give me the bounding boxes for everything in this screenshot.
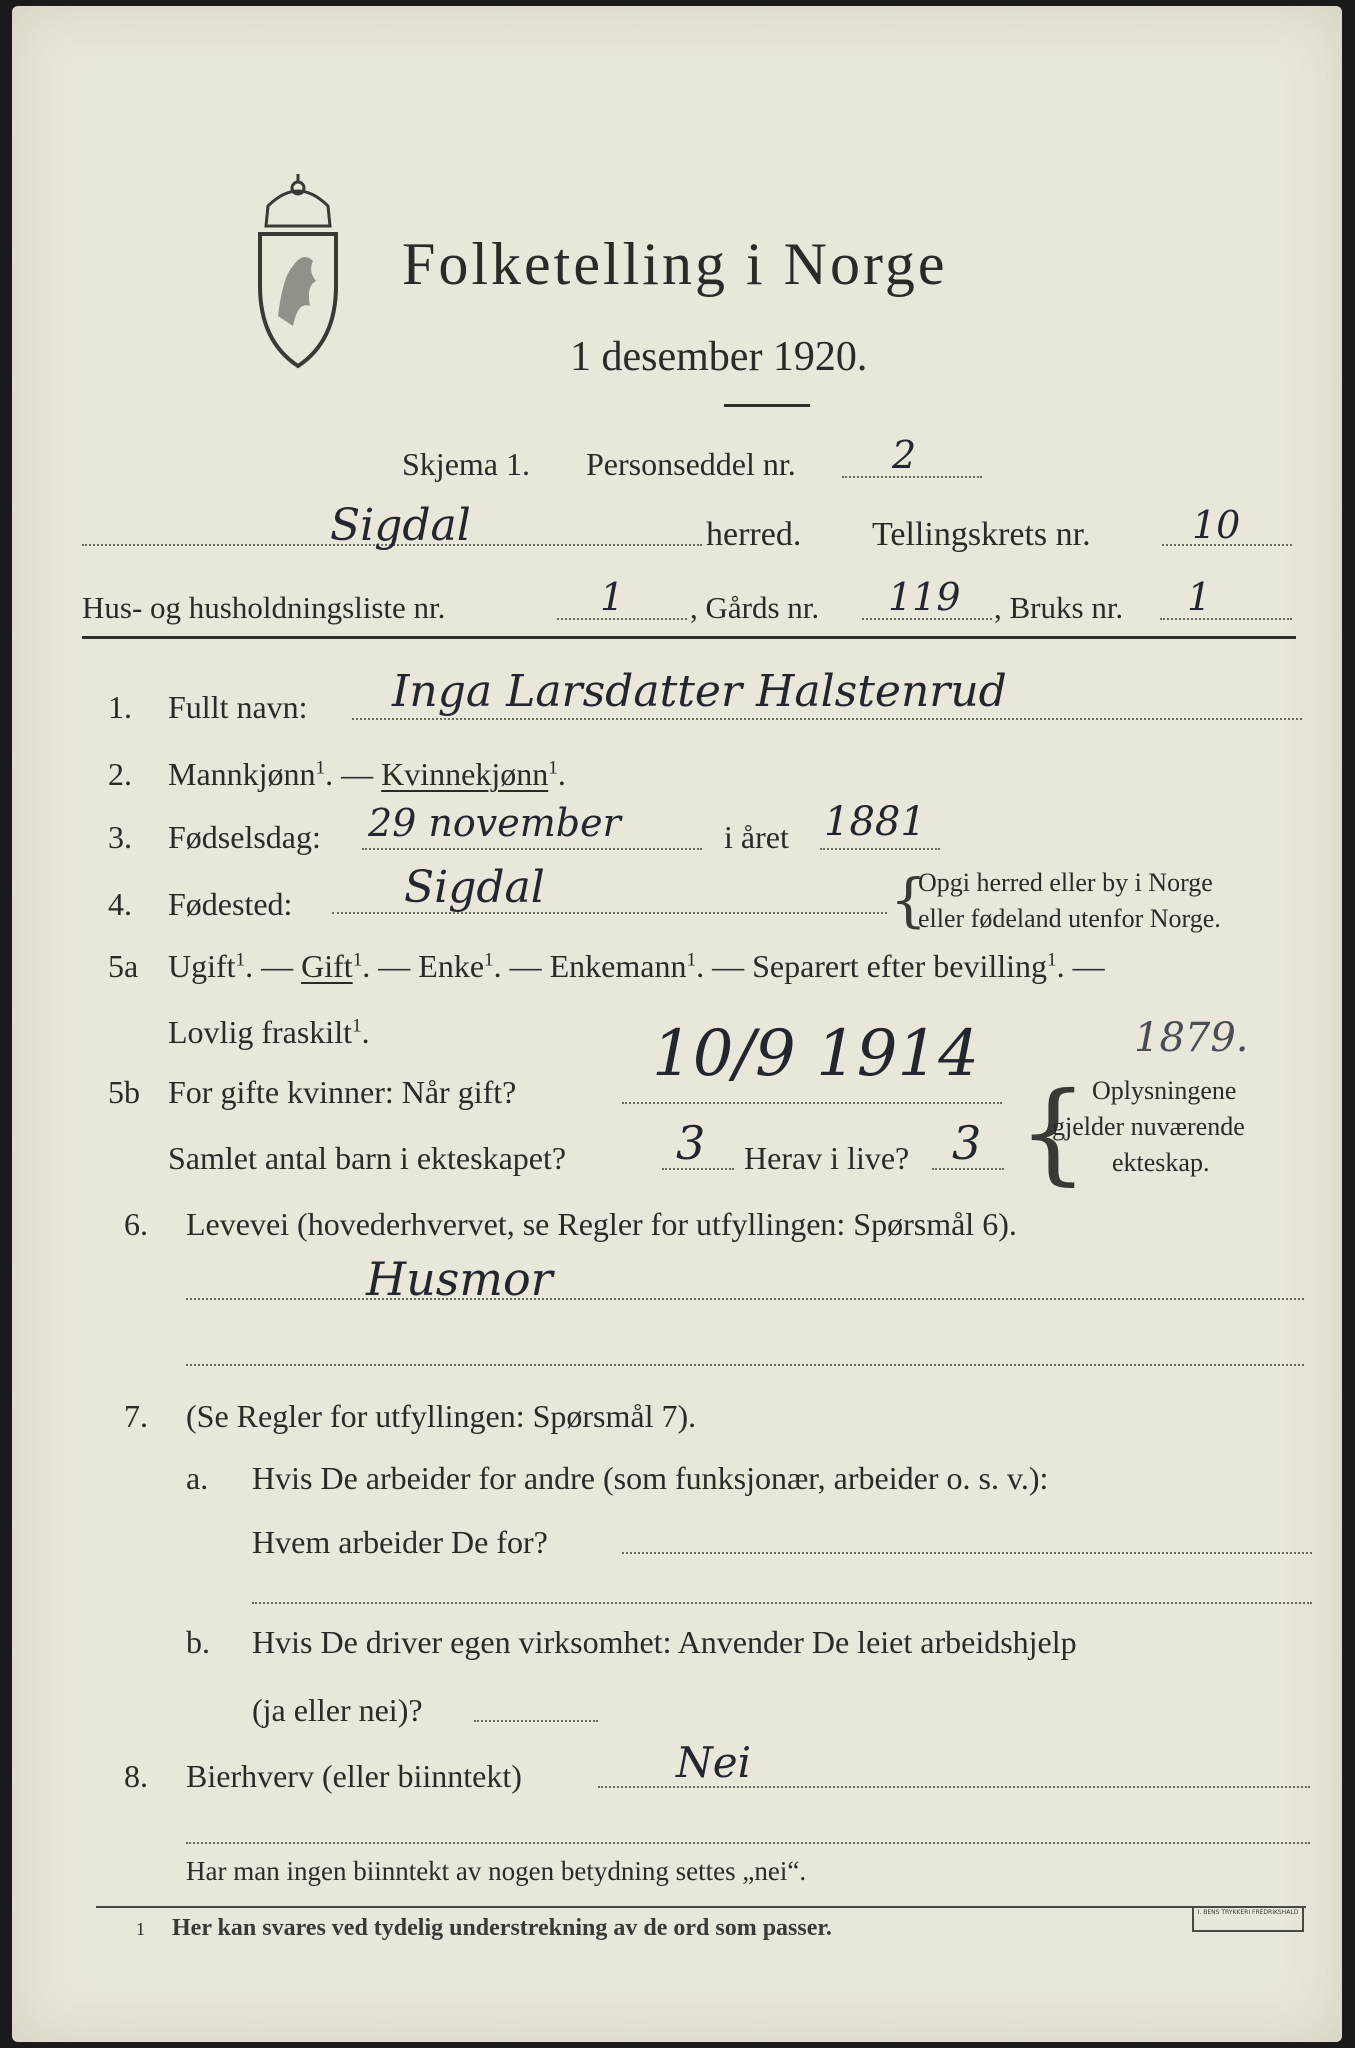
q4-label: Fødested: [168, 886, 293, 922]
nei-note: Har man ingen biinntekt av nogen betydning settes „nei“. [186, 1856, 807, 1886]
q3-number: 3. [108, 819, 132, 855]
q2-kvinne: Kvinnekjønn [381, 756, 549, 792]
q5a-enkemann: Enkemann [549, 948, 687, 984]
bruks-value: 1 [1187, 575, 1212, 619]
q7b-letter: b. [186, 1624, 210, 1660]
q1-value: Inga Larsdatter Halstenrud [392, 666, 1007, 717]
q5a-number: 5a [108, 948, 139, 984]
q7a-question: Hvem arbeider De for? [252, 1524, 548, 1560]
q8-line-2 [186, 1842, 1310, 1844]
q3-line [362, 848, 702, 850]
q5b-extra-note: 1879. [1134, 1015, 1249, 1061]
q8-value: Nei [676, 1738, 752, 1787]
q7a-line-1 [622, 1552, 1312, 1554]
tellingskrets-value: 10 [1192, 503, 1241, 547]
q6-number: 6. [124, 1206, 148, 1242]
footnote-text: Her kan svares ved tydelig understrekning av de ord som passer. [172, 1915, 832, 1941]
q7b-question: (ja eller nei)? [252, 1692, 423, 1728]
q5b-barn-value: 3 [676, 1116, 706, 1170]
coat-of-arms-icon [238, 166, 358, 376]
q5b-label: For gifte kvinner: Når gift? [168, 1074, 517, 1110]
gards-label: , Gårds nr. [690, 590, 820, 625]
q5a-enke: Enke [418, 948, 485, 984]
q5a-gift: Gift [301, 948, 353, 984]
herred-value: Sigdal [330, 500, 471, 551]
bruks-label: , Bruks nr. [994, 590, 1124, 625]
census-form-page [12, 6, 1342, 2042]
q7b-text: Hvis De driver egen virksomhet: Anvender De leiet arbeidshjelp [252, 1624, 1077, 1660]
q4-number: 4. [108, 886, 132, 922]
husliste-label: Hus- og husholdningsliste nr. [82, 590, 446, 625]
q8-number: 8. [124, 1758, 148, 1794]
q5b-side-note-3: ekteskap. [1112, 1148, 1210, 1177]
q5b-note-brace: { [1018, 1068, 1088, 1196]
q2-end: . [557, 756, 566, 792]
q5b-value: 10/9 1914 [652, 1017, 979, 1091]
q3-year-line [820, 848, 940, 850]
title-divider [724, 404, 810, 407]
q5b-side-note-2: gjelder nuværende [1052, 1112, 1245, 1141]
herred-label: herred. [706, 516, 802, 553]
q3-year-label: i året [724, 819, 789, 855]
q3-year-value: 1881 [824, 799, 926, 845]
q7-label: (Se Regler for utfyllingen: Spørsmål 7). [186, 1398, 697, 1434]
q4-note-brace: { [890, 866, 927, 934]
q2-line: Mannkjønn$^1$. — Kvinnekjønn$^1$. [168, 756, 566, 792]
gards-value: 119 [888, 575, 961, 619]
q5b-line [622, 1102, 1002, 1104]
bruks-line [1160, 618, 1292, 620]
form-title: Folketelling i Norge [402, 231, 948, 297]
q6-value: Husmor [366, 1252, 553, 1306]
skjema-label: Skjema 1. [402, 446, 530, 482]
q5b-barn-label: Samlet antal barn i ekteskapet? [168, 1140, 567, 1176]
q3-label: Fødselsdag: [168, 819, 321, 855]
personseddel-label: Personseddel nr. [586, 446, 796, 482]
q5a-fraskilt: Lovlig fraskilt [168, 1014, 352, 1050]
footnote-mark: 1 [136, 1919, 145, 1939]
q6-line-2 [186, 1364, 1304, 1366]
q6-line-1 [186, 1298, 1304, 1300]
q4-note-line2: eller fødeland utenfor Norge. [918, 904, 1221, 933]
q7a-text: Hvis De arbeider for andre (som funksjonær, arbeider o. s. v.): [252, 1460, 1049, 1496]
header-divider [82, 636, 1296, 639]
form-date: 1 desember 1920. [570, 334, 868, 380]
q5a-options: Ugift$^1$. — Gift$^1$. — Enke$^1$. — Enkemann$^1$. — Separert efter bevilling$^1$. — [168, 948, 1105, 984]
q5b-live-value: 3 [952, 1116, 982, 1170]
q3-value: 29 november [368, 801, 621, 845]
footnote-divider [96, 1906, 1306, 1908]
q7-number: 7. [124, 1398, 148, 1434]
tellingskrets-label: Tellingskrets nr. [872, 516, 1091, 553]
q5a-fraskilt-line: Lovlig fraskilt$^1$. [168, 1014, 370, 1050]
q4-value: Sigdal [404, 862, 545, 913]
q1-line [352, 718, 1302, 720]
q7b-line [474, 1720, 598, 1722]
personseddel-value: 2 [892, 433, 917, 477]
q2-number: 2. [108, 756, 132, 792]
q8-label: Bierhverv (eller biinntekt) [186, 1758, 522, 1794]
q7a-letter: a. [186, 1460, 209, 1496]
q2-mann: Mannkjønn [168, 756, 316, 792]
q6-label: Levevei (hovederhvervet, se Regler for utfyllingen: Spørsmål 6). [186, 1206, 1017, 1242]
q5a-separert: Separert efter bevilling [752, 948, 1048, 984]
q5b-live-label: Herav i live? [744, 1140, 910, 1176]
q4-note-line1: Opgi herred eller by i Norge [918, 868, 1213, 897]
q1-label: Fullt navn: [168, 689, 308, 725]
q7a-line-2 [252, 1602, 1312, 1604]
q5b-number: 5b [108, 1074, 140, 1110]
q5b-side-note-1: Oplysningene [1092, 1076, 1237, 1105]
printer-stamp: I. BENS TRYKKERI FREDRIKSHALD [1192, 1906, 1304, 1932]
husliste-value: 1 [600, 575, 625, 619]
q2-dash: . — [325, 756, 374, 792]
q1-number: 1. [108, 689, 132, 725]
q5a-ugift: Ugift [168, 948, 236, 984]
